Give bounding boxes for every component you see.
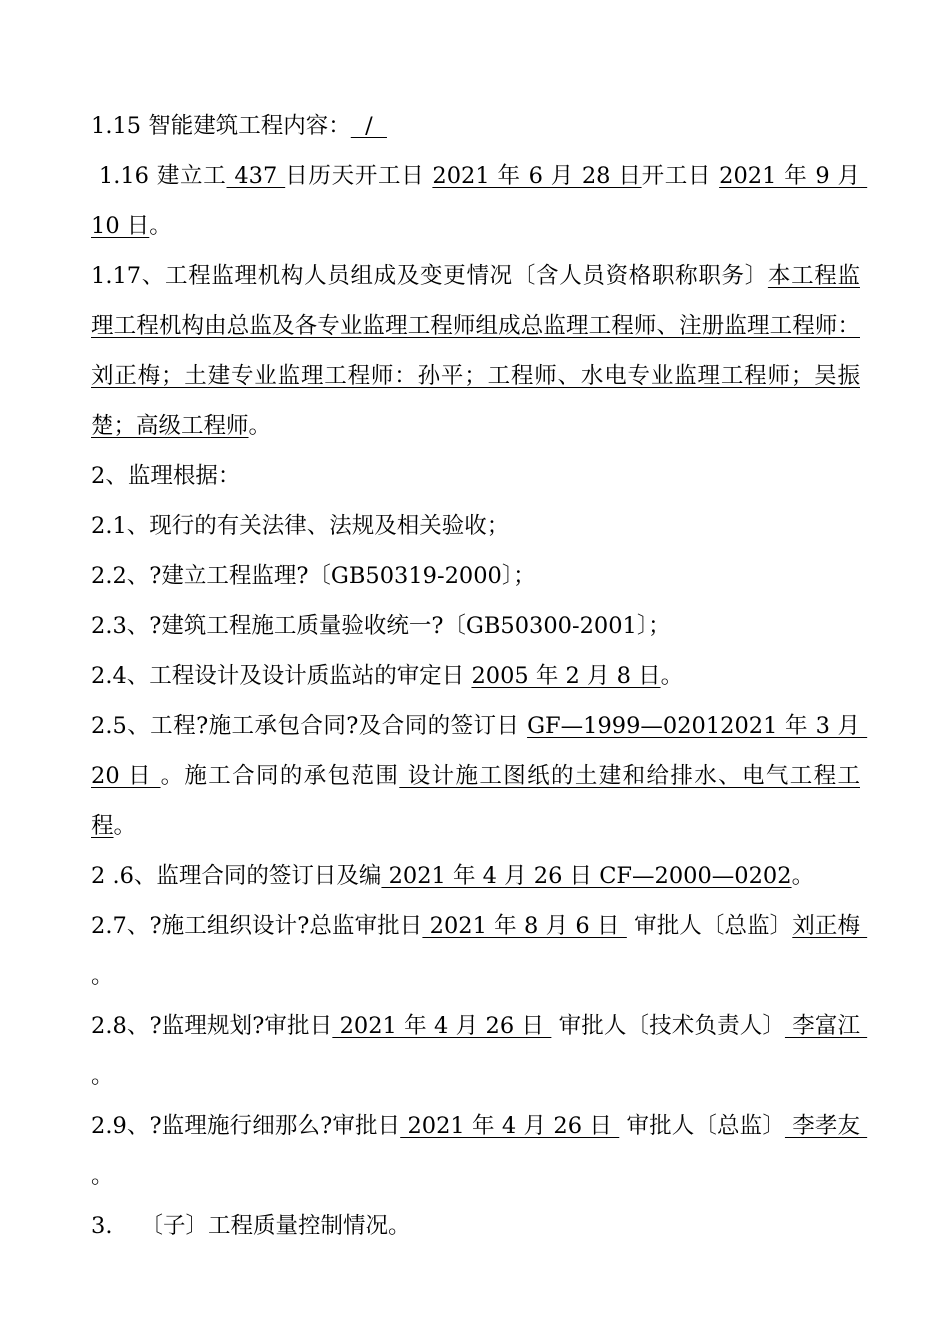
paragraph-p22 (91, 551, 860, 601)
paragraph-p2 (91, 451, 860, 501)
paragraph-p29 (91, 1101, 868, 1201)
underlined-field: 2005 年 2 月 8 日 (471, 663, 661, 689)
text-segment: 开工日 (641, 163, 720, 189)
text-segment: 。 (149, 213, 172, 239)
paragraph-p28 (91, 1001, 868, 1101)
text-segment: 。施工合同的承包范围 (160, 763, 400, 789)
underlined-field: 2021 年 8 月 6 日 (422, 913, 627, 939)
text-segment: 审批人〔总监〕 (619, 1113, 785, 1139)
text-segment: 2 .6、监理合同的签订日及编 (91, 863, 382, 889)
paragraph-p23 (91, 601, 860, 651)
underlined-field: 437 (226, 163, 286, 189)
text-segment: 1.15 智能建筑工程内容： (91, 113, 351, 139)
underlined-field: 2021 年 4 月 26 日 CF—2000—0202 (381, 863, 792, 889)
text-segment: 。 (91, 1163, 114, 1189)
paragraph-p24 (91, 651, 860, 701)
text-segment: 审批人〔技术负责人〕 (551, 1013, 785, 1039)
text-segment: 1.16 建立工 (91, 163, 227, 189)
underlined-field: 设计施工图纸的土建和给排水、电气工程工程 (91, 763, 860, 839)
text-segment: 。 (113, 813, 137, 839)
text-segment: 。 (248, 413, 272, 439)
underlined-field: / (350, 113, 387, 139)
text-segment: 2.9、?监理施行细那么?审批日 (91, 1113, 401, 1139)
text-segment: 2.7、?施工组织设计?总监审批日 (91, 913, 423, 939)
underlined-field: 2021 年 4 月 26 日 (332, 1013, 552, 1039)
paragraph-p26 (91, 851, 860, 901)
underlined-field: 2021 年 6 月 28 日 (432, 163, 642, 189)
paragraph-p116 (91, 151, 868, 251)
text-segment: 〔子〕工程质量控制情况。 (140, 1213, 411, 1239)
underlined-field: 李孝友 (784, 1113, 868, 1139)
paragraph-p115 (91, 101, 860, 151)
paragraph-p27 (91, 901, 868, 1001)
text-segment: 2.5、工程?施工承包合同?及合同的签订日 (91, 713, 528, 739)
text-segment: 1.17、工程监理机构人员组成及变更情况〔含人员资格职称职务〕 (91, 263, 768, 289)
text-segment: 。 (791, 863, 815, 889)
text-segment: 2.4、工程设计及设计质监站的审定日 (91, 663, 472, 689)
document-body (91, 101, 868, 1251)
text-segment: 2.2、?建立工程监理?〔GB50319-2000〕； (91, 563, 536, 589)
text-segment: 2.1、现行的有关法律、法规及相关验收； (91, 513, 510, 539)
underlined-field: 刘正梅 (792, 913, 868, 939)
text-segment: 。 (660, 663, 684, 689)
text-segment: 审批人〔总监〕 (626, 913, 793, 939)
text-segment: 。 (91, 1063, 114, 1089)
text-segment: 2、监理根据： (91, 463, 241, 489)
underlined-field: 李富江 (784, 1013, 868, 1039)
underlined-field: 2021 年 4 月 26 日 (400, 1113, 620, 1139)
paragraph-p117 (91, 251, 860, 451)
text-segment: 日历天开工日 (285, 163, 433, 189)
text-segment: 。 (91, 963, 114, 989)
text-segment: 2.3、?建筑工程施工质量验收统一?〔GB50300-2001〕； (91, 613, 671, 639)
underlined-field: 2021 年 9 月 10 日 (91, 163, 868, 239)
text-segment: 3. (91, 1213, 113, 1239)
text-segment: 2.8、?监理规划?审批日 (91, 1013, 333, 1039)
paragraph-p3 (91, 1201, 860, 1251)
paragraph-p21 (91, 501, 860, 551)
paragraph-p25 (91, 701, 868, 851)
underlined-field: GF—1999—02012021 年 3 月 20 日 (91, 713, 868, 789)
underlined-field: 本工程监理工程机构由总监及各专业监理工程师组成总监理工程师、注册监理工程师：刘正梅；土建专业监理工程师：孙平；工程师、水电专业监理工程师；吴振楚；高级工程师 (91, 263, 860, 439)
